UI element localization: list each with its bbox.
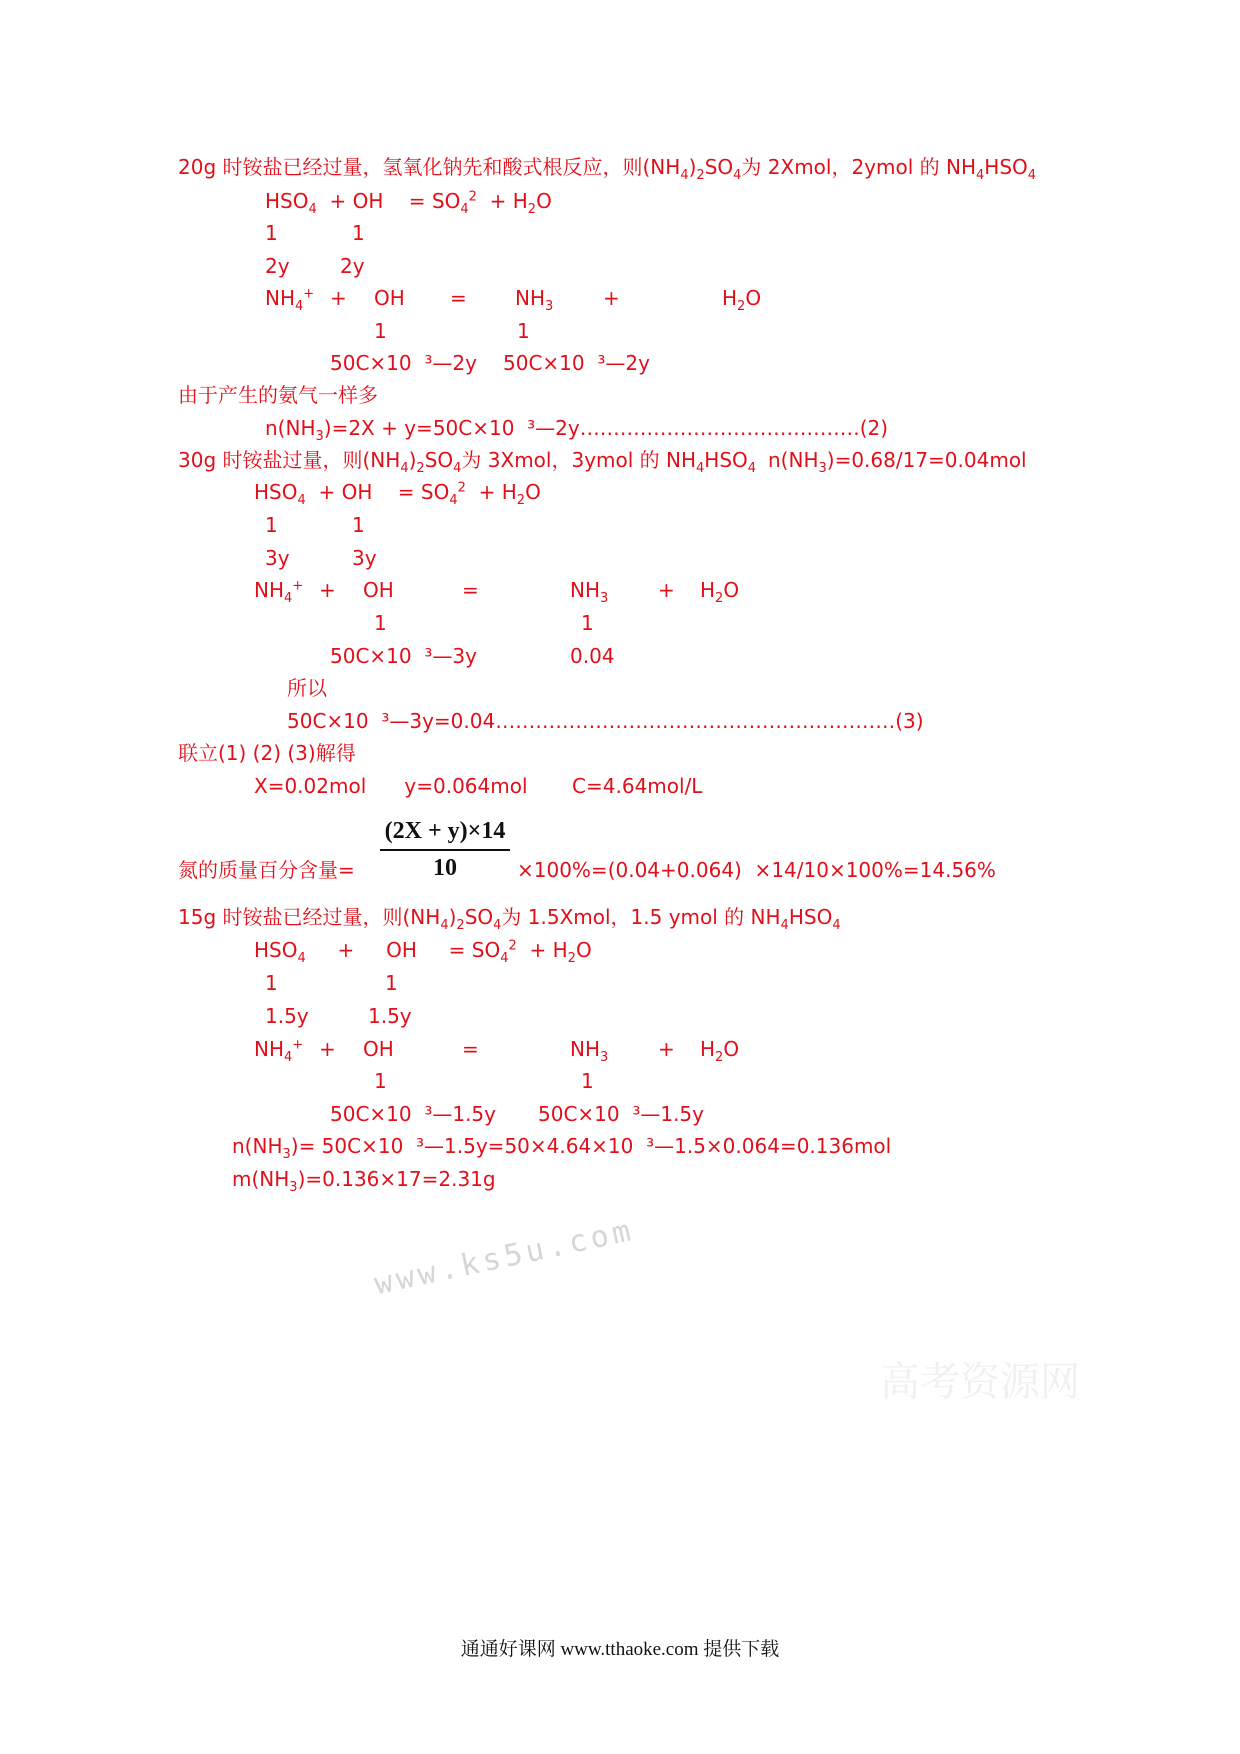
- s15-intro: 15g 时铵盐已经过量，则$(NH_4)_2SO_4$为 1.5Xmol，1.5 ymol 的 $NH_4HSO_4$: [178, 905, 841, 933]
- fraction-tail: ×100%=(0.04+0.064) ×14/10×100%=14.56%: [517, 858, 996, 882]
- s15-amount-b: 1.5y: [368, 1004, 412, 1028]
- s15-coef-a: 1: [374, 1069, 387, 1093]
- s20-amount-b: 2y: [340, 254, 365, 278]
- s20-eq2-plus2: +: [603, 286, 620, 310]
- s15-eq2-eq: =: [462, 1037, 479, 1061]
- s20-coef-b: 1: [517, 319, 530, 343]
- s30-coef-a: 1: [374, 611, 387, 635]
- s20-eq1: $HSO_4$ + OH = $SO_4^2 + H_2O$: [265, 189, 552, 217]
- s30-eq2-plus2: +: [658, 578, 675, 602]
- s15-eq2-h2o: $H_2O$: [700, 1037, 740, 1065]
- s30-amount-b: 3y: [352, 546, 377, 570]
- s30-ratio-a: 1: [265, 513, 278, 537]
- s20-intro: 20g 时铵盐已经过量，氢氧化钠先和酸式根反应，则$(NH_4)_2SO_4$为 2Xmol，2ymol 的 $NH_4HSO_4$: [178, 155, 1037, 183]
- s20-eq2-nh3: $NH_3$: [515, 286, 554, 314]
- solve-answer: X=0.02mol y=0.064mol C=4.64mol/L: [254, 774, 703, 798]
- s15-amount-a: 1.5y: [265, 1004, 309, 1028]
- s15-coef-b: 1: [581, 1069, 594, 1093]
- s20-eq2-h2o: $H_2O$: [722, 286, 762, 314]
- solve-title: 联立(1) (2) (3)解得: [178, 741, 356, 765]
- s30-amount-a: 3y: [265, 546, 290, 570]
- s15-eq1: $HSO_4$ + OH = $SO_4^2 + H_2O$: [254, 938, 592, 966]
- s15-value-b: 50C×10 ³—1.5y: [538, 1102, 704, 1126]
- s20-value-a: 50C×10 ³—2y: [330, 351, 477, 375]
- s15-eq2-plus1: +: [319, 1037, 336, 1061]
- s15-eq2-plus2: +: [658, 1037, 675, 1061]
- s15-ratio-b: 1: [385, 971, 398, 995]
- s15-n-equation: $n(NH_3)= 50C\times 10$ ³—1.5y=50×4.64×10 ³—1.5×0.064=0.136mol: [232, 1134, 892, 1162]
- s20-eq2-plus1: +: [330, 286, 347, 310]
- s30-eq2-oh: OH: [363, 578, 394, 602]
- s20-eq2-nh4: $NH_4^+$: [265, 286, 315, 314]
- s20-note: 由于产生的氨气一样多: [178, 383, 378, 407]
- s30-value-a: 50C×10 ³—3y: [330, 644, 477, 668]
- watermark-faint: 高考资源网: [880, 1359, 1080, 1405]
- s30-coef-b: 1: [581, 611, 594, 635]
- s15-eq2-nh3: $NH_3$: [570, 1037, 609, 1065]
- s30-value-b: 0.04: [570, 644, 615, 668]
- s30-eq2-h2o: $H_2O$: [700, 578, 740, 606]
- fraction-numerator: (2X + y)×14: [380, 818, 510, 851]
- s20-eq2-oh: OH: [374, 286, 405, 310]
- fraction-label: 氮的质量百分含量=: [178, 858, 355, 882]
- s20-eq2-eq: =: [450, 286, 467, 310]
- s15-eq2-nh4: $NH_4^+$: [254, 1037, 304, 1065]
- s15-m-equation: $m(NH_3)=0.136\times 17=2.31g$: [232, 1167, 496, 1195]
- mass-fraction: [380, 818, 510, 882]
- s30-intro: 30g 时铵盐过量，则$(NH_4)_2SO_4$为 3Xmol，3ymol 的 $NH_4HSO_4$: [178, 448, 757, 476]
- s20-coef-a: 1: [374, 319, 387, 343]
- s30-nh3-amount: $n(NH_3)=0.68/17=0.04mol$: [768, 448, 1027, 476]
- s30-so: 所以: [287, 676, 327, 700]
- s30-ratio-b: 1: [352, 513, 365, 537]
- s30-eq3: 50C×10 ³—3y=0.04……………………………………………………(3): [287, 709, 924, 733]
- s15-value-a: 50C×10 ³—1.5y: [330, 1102, 496, 1126]
- s30-eq1: $HSO_4$ + OH = $SO_4^2 + H_2O$: [254, 480, 541, 508]
- watermark-url: www.ks5u.com: [371, 1212, 638, 1303]
- s30-eq2-plus1: +: [319, 578, 336, 602]
- s30-eq2-nh3: $NH_3$: [570, 578, 609, 606]
- s15-ratio-a: 1: [265, 971, 278, 995]
- s30-eq2-eq: =: [462, 578, 479, 602]
- s30-eq2-nh4: $NH_4^+$: [254, 578, 304, 606]
- page-footer: 通通好课网 www.tthaoke.com 提供下载: [460, 1639, 780, 1660]
- s15-eq2-oh: OH: [363, 1037, 394, 1061]
- fraction-denominator: 10: [433, 855, 457, 881]
- s20-amount-a: 2y: [265, 254, 290, 278]
- s20-n-equation: $n(NH_3)=2X + y=50C\times 10$ ³—2y……………………………………(2): [265, 416, 889, 444]
- s20-value-b: 50C×10 ³—2y: [503, 351, 650, 375]
- s20-ratio-b: 1: [352, 221, 365, 245]
- s20-ratio-a: 1: [265, 221, 278, 245]
